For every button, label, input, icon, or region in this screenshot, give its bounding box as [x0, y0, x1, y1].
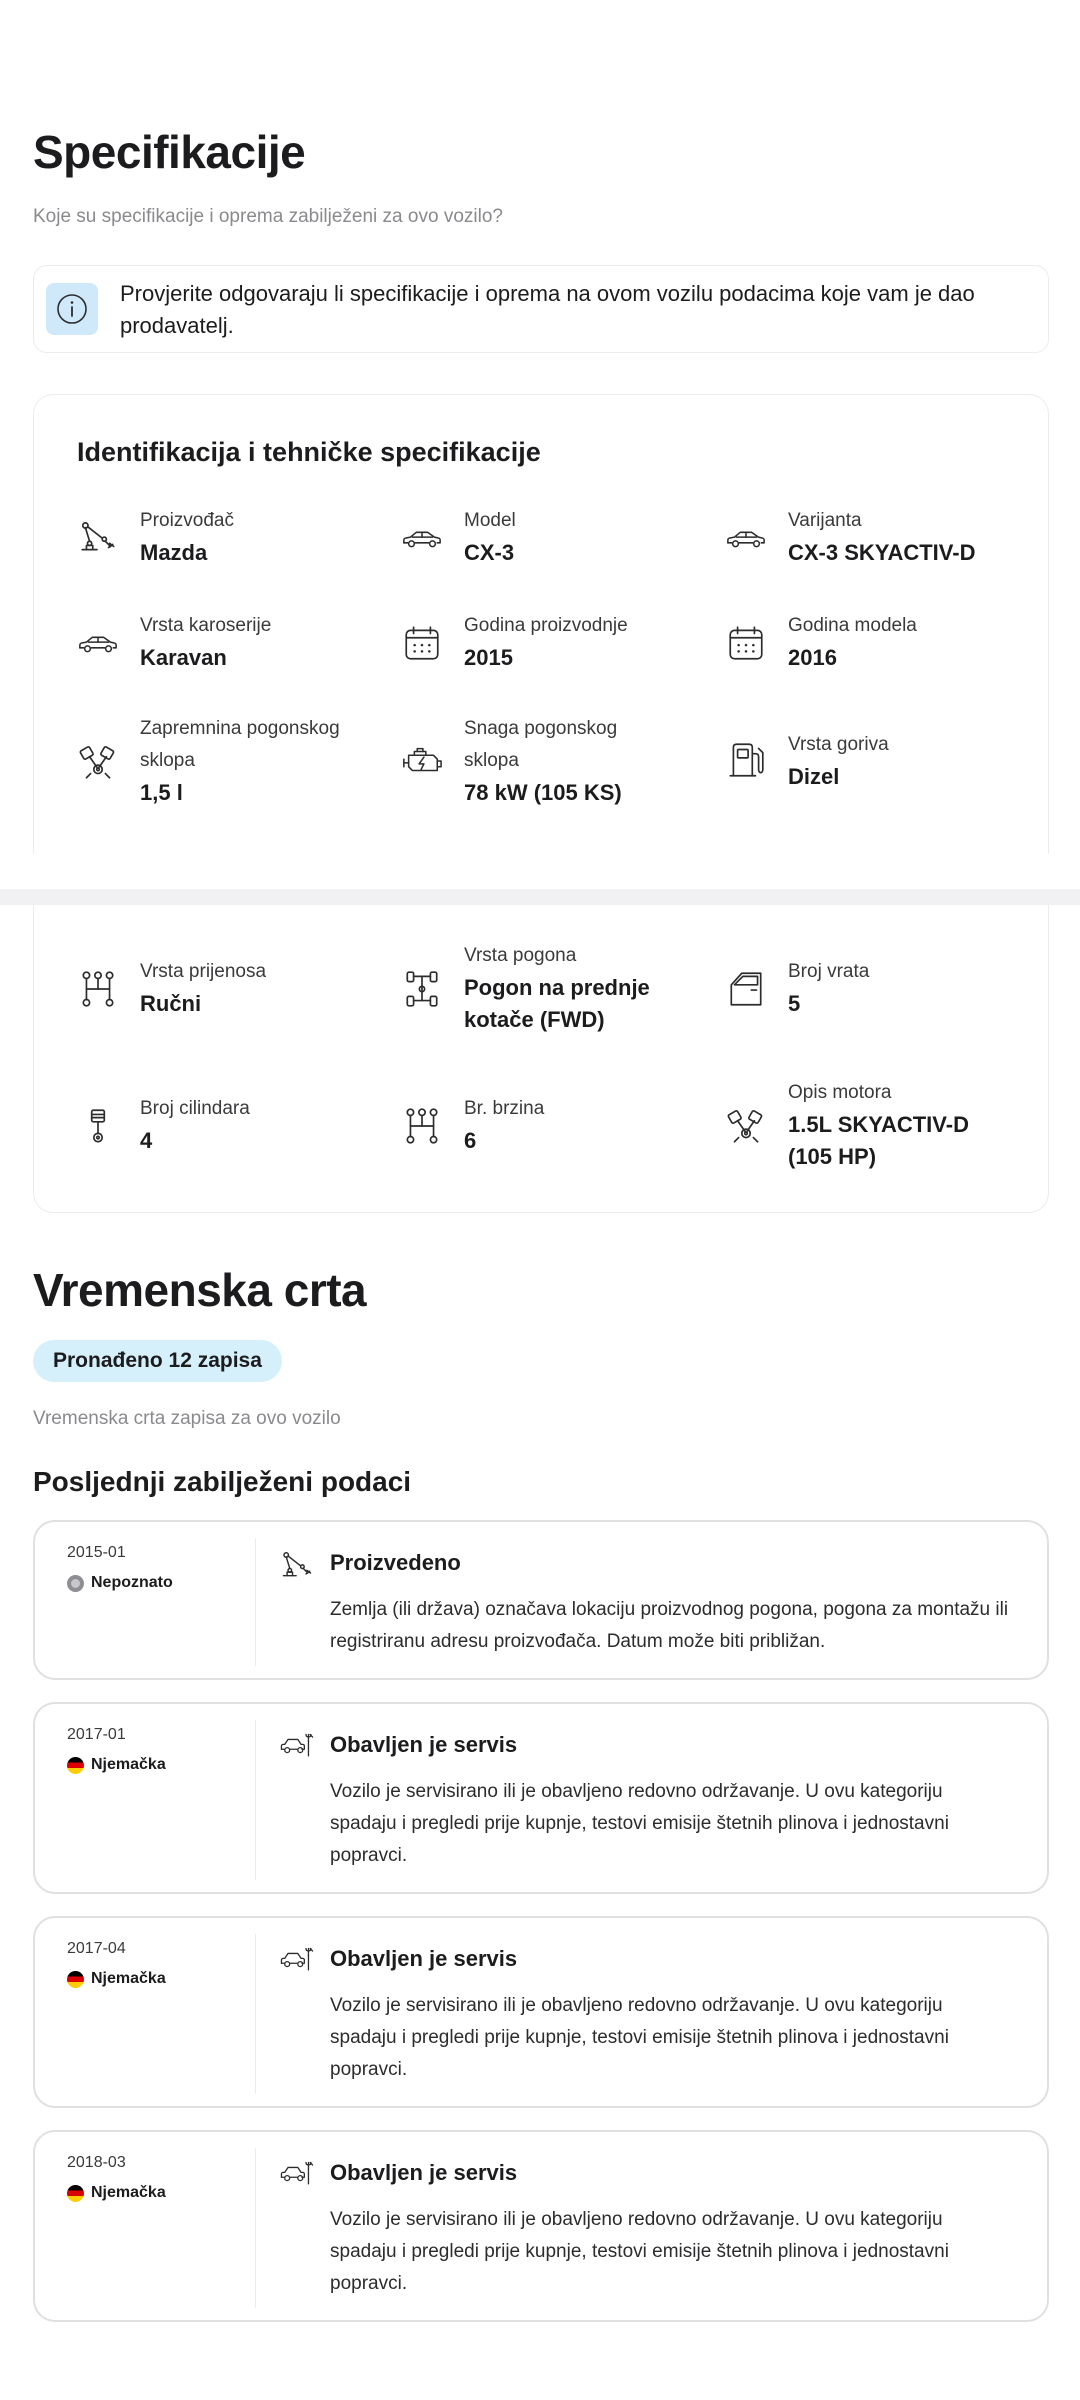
event-title: Proizvedeno: [330, 1550, 461, 1575]
section-divider: [0, 889, 1080, 905]
spec-label: Snaga pogonskog sklopa: [464, 718, 618, 771]
cylinder-icon: [77, 1105, 119, 1147]
car-service-icon: [279, 1728, 315, 1764]
event-description: Vozilo je servisirano ili je obavljeno redovno održavanje. U ovu kategoriju spadaju i pregledi prije kupnje, testovi emisije štetnih plinova i jednostavni popravci.: [330, 1781, 949, 1866]
spec-value: Ručni: [140, 991, 202, 1016]
event-separator: [255, 1538, 256, 1666]
spec-value: 5: [788, 991, 801, 1016]
event-location: [67, 2184, 166, 2202]
spec-value: Mazda: [140, 540, 208, 565]
card-heading: Identifikacija i tehničke specifikacije: [77, 437, 541, 467]
spec-value: 1.5L SKYACTIV-D (105 HP): [788, 1112, 969, 1169]
event-date: 2017-01: [67, 1726, 126, 1743]
calendar-icon: [725, 622, 767, 664]
germany-flag-icon: [67, 1757, 84, 1774]
spec-value: 78 kW (105 KS): [464, 780, 622, 805]
event-date: 2017-04: [67, 1940, 126, 1957]
engine-icon: [401, 743, 443, 779]
spec-value: Pogon na prednje kotače (FWD): [464, 975, 650, 1032]
car-icon: [725, 527, 767, 551]
event-description: Zemlja (ili država) označava lokaciju proizvodnog pogona, pogona za montažu ili registriranu adresu proizvođača. Datum može biti približan.: [330, 1599, 1009, 1652]
spec-value: 1,5 l: [140, 780, 183, 805]
spec-label: Broj cilindara: [140, 1098, 250, 1119]
event-location-text: Nepoznato: [91, 1574, 173, 1591]
event-separator: [255, 1934, 256, 2094]
info-text: Provjerite odgovaraju li specifikacije i oprema na ovom vozilu podacima koje vam je dao prodavatelj.: [120, 281, 975, 338]
spec-value: 2015: [464, 645, 513, 670]
spec-label: Godina modela: [788, 615, 917, 636]
spec-label: Proizvođač: [140, 510, 234, 531]
globe-icon: [67, 1575, 84, 1592]
gearbox-icon: [401, 1105, 443, 1147]
event-description: Vozilo je servisirano ili je obavljeno redovno održavanje. U ovu kategoriju spadaju i pregledi prije kupnje, testovi emisije štetnih plinova i jednostavni popravci.: [330, 1995, 949, 2080]
event-title: Obavljen je servis: [330, 1732, 518, 1757]
spec-label: Zapremnina pogonskog sklopa: [140, 718, 340, 771]
event-separator: [255, 2148, 256, 2308]
spec-label: Br. brzina: [464, 1098, 545, 1119]
spec-label: Vrsta prijenosa: [140, 961, 267, 982]
timeline-event[interactable]: [33, 1520, 1049, 1680]
spec-label: Godina proizvodnje: [464, 615, 628, 636]
car-icon: [77, 632, 119, 656]
germany-flag-icon: [67, 2185, 84, 2202]
event-location: [67, 1970, 166, 1988]
spec-value: CX-3 SKYACTIV-D: [788, 540, 976, 565]
drivetrain-icon: [401, 968, 443, 1010]
fuel-pump-icon: [725, 739, 767, 781]
event-location: [67, 1756, 166, 1774]
robot-arm-icon: [279, 1546, 315, 1582]
timeline-event[interactable]: [33, 2130, 1049, 2322]
spec-label: Vrsta pogona: [464, 945, 577, 966]
timeline-event[interactable]: [33, 1702, 1049, 1894]
info-notice: [33, 265, 1049, 353]
calendar-icon: [401, 622, 443, 664]
spec-value: CX-3: [464, 540, 515, 565]
car-icon: [401, 527, 443, 551]
timeline-title: Vremenska crta: [33, 1264, 367, 1316]
info-icon: [46, 283, 98, 335]
records-found-badge: Pronađeno 12 zapisa: [33, 1340, 282, 1382]
timeline-subtitle: Vremenska crta zapisa za ovo vozilo: [33, 1408, 341, 1429]
spec-label: Vrsta goriva: [788, 734, 889, 755]
event-date: 2015-01: [67, 1544, 126, 1561]
spec-value: 4: [140, 1128, 153, 1153]
event-date: 2018-03: [67, 2154, 126, 2171]
event-description: Vozilo je servisirano ili je obavljeno redovno održavanje. U ovu kategoriju spadaju i pregledi prije kupnje, testovi emisije štetnih plinova i jednostavni popravci.: [330, 2209, 949, 2294]
specs-card-continued: [33, 905, 1049, 1213]
germany-flag-icon: [67, 1971, 84, 1988]
spec-label: Vrsta karoserije: [140, 615, 272, 636]
pistons-icon: [77, 741, 119, 783]
event-location-text: Njemačka: [91, 1970, 166, 1987]
spec-value: 2016: [788, 645, 837, 670]
timeline-event[interactable]: [33, 1916, 1049, 2108]
latest-records-heading: Posljednji zabilježeni podaci: [33, 1466, 412, 1497]
event-location-text: Njemačka: [91, 2184, 166, 2201]
gearbox-icon: [77, 968, 119, 1010]
car-door-icon: [725, 968, 767, 1010]
spec-label: Model: [464, 510, 516, 531]
spec-value: Karavan: [140, 645, 227, 670]
spec-value: 6: [464, 1128, 477, 1153]
event-title: Obavljen je servis: [330, 2160, 518, 2185]
specs-card: [33, 394, 1049, 854]
spec-label: Varijanta: [788, 510, 862, 531]
event-location: [67, 1574, 173, 1592]
car-service-icon: [279, 2156, 315, 2192]
pistons-icon: [725, 1105, 767, 1147]
robot-arm-icon: [77, 515, 119, 557]
spec-label: Broj vrata: [788, 961, 870, 982]
page-title: Specifikacije: [33, 126, 306, 178]
spec-label: Opis motora: [788, 1082, 892, 1103]
event-separator: [255, 1720, 256, 1880]
event-location-text: Njemačka: [91, 1756, 166, 1773]
spec-value: Dizel: [788, 764, 840, 789]
event-title: Obavljen je servis: [330, 1946, 518, 1971]
car-service-icon: [279, 1942, 315, 1978]
specs-subtitle: Koje su specifikacije i oprema zabilježeni za ovo vozilo?: [33, 206, 503, 227]
